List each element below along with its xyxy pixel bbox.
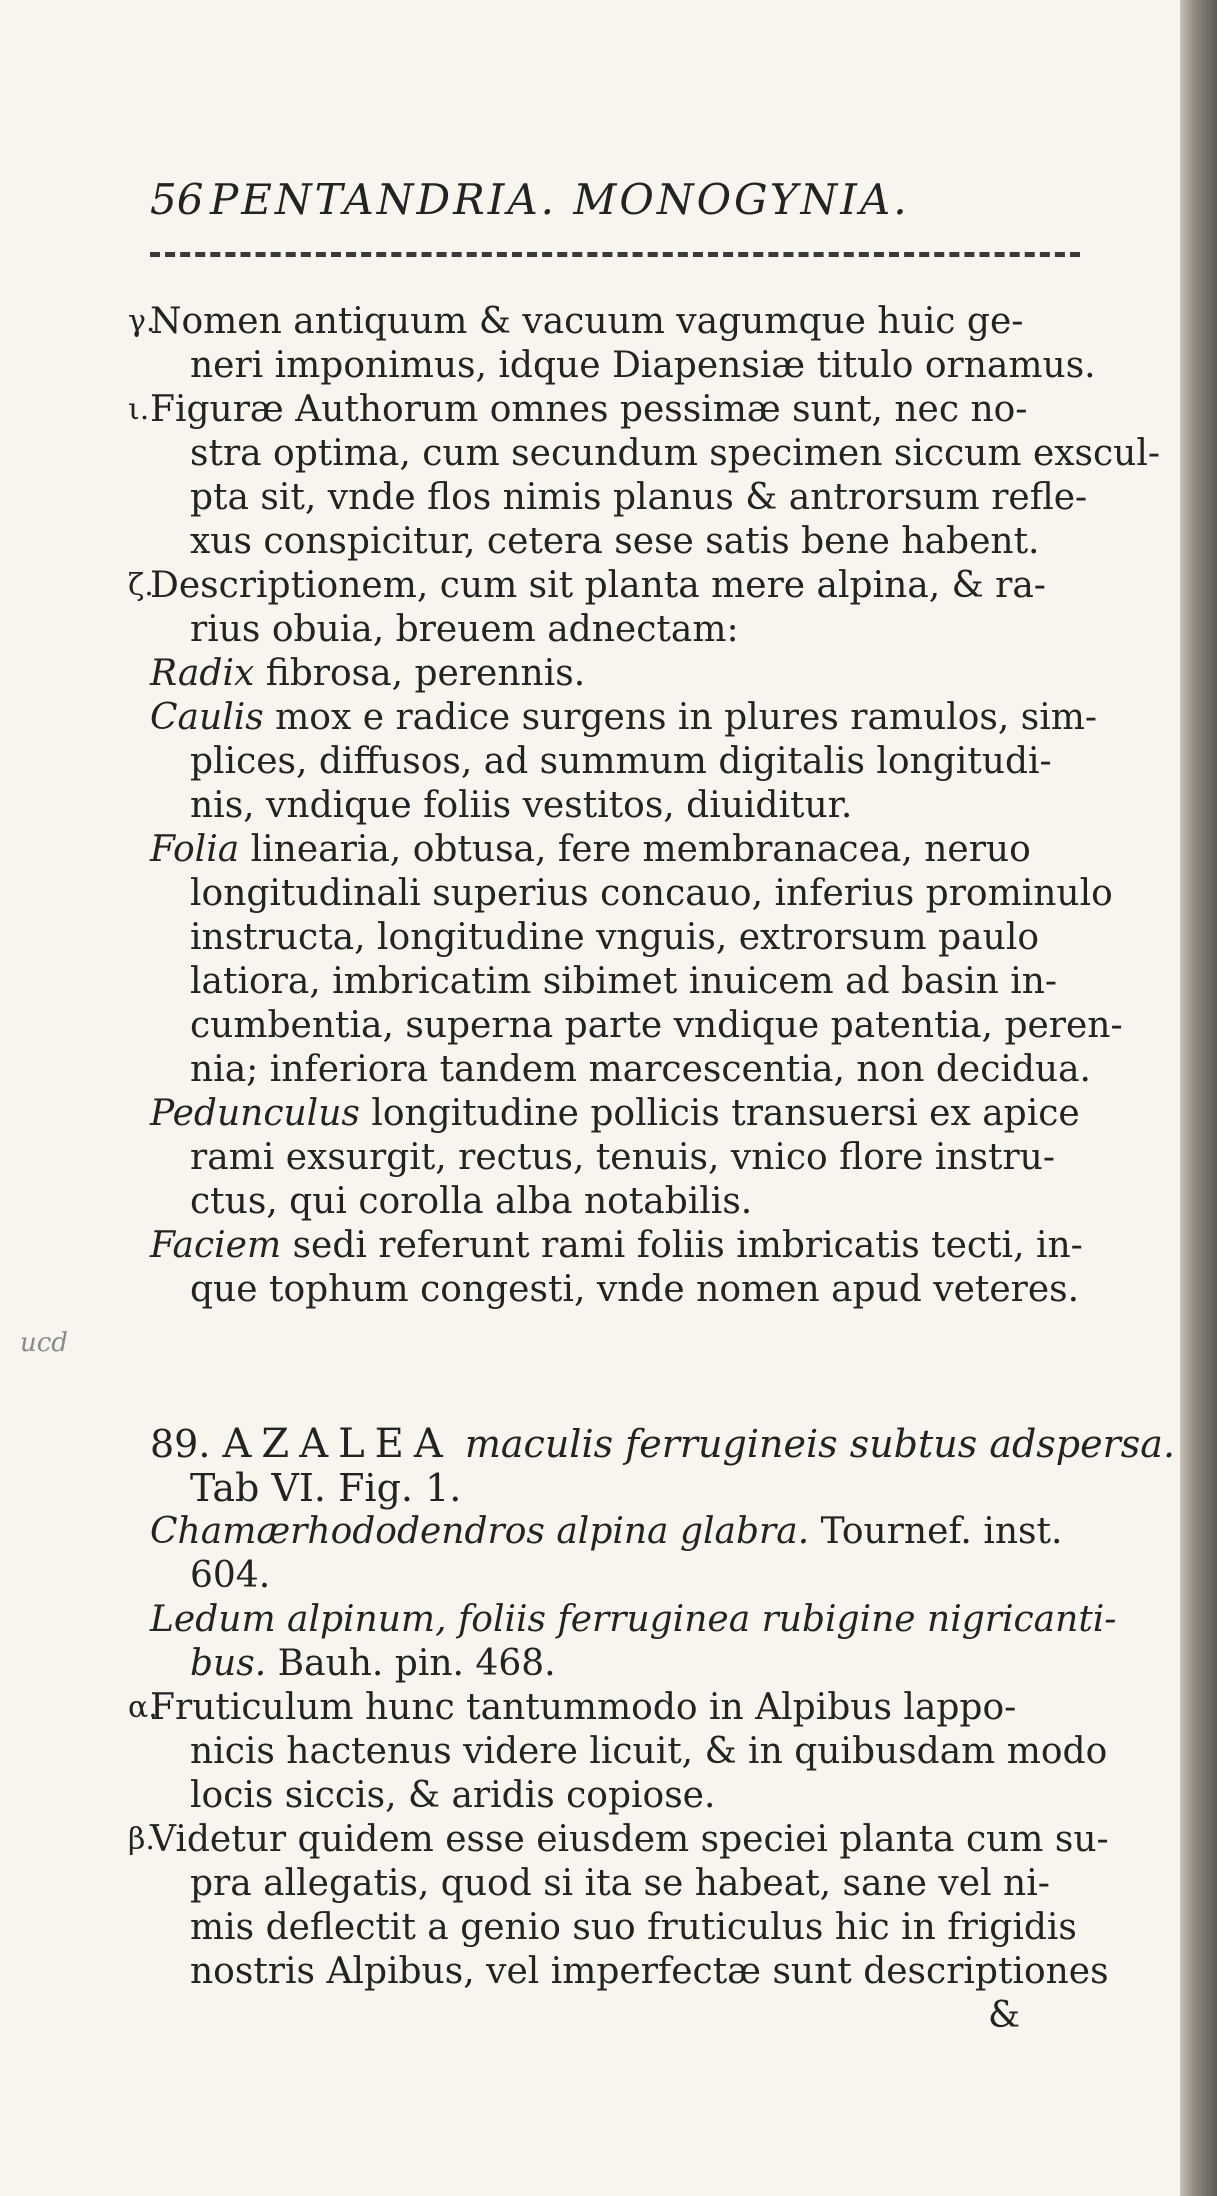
species-number: 89.	[150, 1422, 211, 1466]
catchword-row	[150, 1994, 1080, 2038]
note-marker: α.	[128, 1690, 158, 1725]
page-header	[150, 175, 1070, 235]
species-genus: AZALEA	[222, 1421, 453, 1467]
page-body	[128, 300, 1176, 2038]
note-gamma: γ. Nomen antiquum & vacuum vagumque huic ge- neri imponimus, idque Diapensiæ titulo ornamus.	[128, 301, 1096, 386]
running-head: PENTANDRIA. MONOGYNIA.	[210, 175, 910, 224]
note-beta: β. Videtur quidem esse eiusdem speciei planta cum su- pra allegatis, quod si ita se habeat, sane vel ni- mis deflectit a genio suo fruticulus hic in frigidis nostris Alpibus, vel imperfectæ sunt descriptiones	[128, 1819, 1109, 1992]
header-rule	[150, 252, 1080, 257]
description-faciem: Faciem sedi referunt rami foliis imbricatis tecti, in- que tophum congesti, vnde nomen apud veteres.	[150, 1225, 1083, 1310]
description-folia: Folia linearia, obtusa, fere membranacea, neruo longitudinali superius concauo, inferius prominulo instructa, longitudine vnguis, extrorsum paulo latiora, imbricatim sibimet inuicem ad basin in- cumbentia, superna parte vndique patentia, peren- nia; inferiora tandem marcescentia, non decidua.	[150, 829, 1123, 1090]
species-entry	[150, 1421, 1176, 1510]
catchword: &	[987, 1995, 1020, 2036]
description-radix: Radix fibrosa, perennis.	[150, 653, 586, 694]
description-caulis: Caulis mox e radice surgens in plures ramulos, sim- plices, diffusos, ad summum digitalis longitudi- nis, vndique foliis vestitos, diuiditur.	[150, 697, 1098, 826]
species-plate: Tab VI. Fig. 1.	[190, 1466, 462, 1510]
margin-annotation: ucd	[20, 1328, 68, 1358]
synonym-1: Chamærhododendros alpina glabra. Tournef. inst. 604.	[150, 1511, 1063, 1596]
note-marker: ζ.	[128, 568, 154, 603]
species-diagnosis: maculis ferrugineis subtus adspersa.	[464, 1422, 1176, 1466]
note-marker: β.	[128, 1822, 155, 1857]
note-iota: ι. Figuræ Authorum omnes pessimæ sunt, nec no- stra optima, cum secundum specimen siccum exscul- pta sit, vnde flos nimis planus & antrorsum refle- xus conspicitur, cetera sese satis bene habent.	[128, 389, 1161, 562]
note-alpha: α. Fruticulum hunc tantummodo in Alpibus lappo- nicis hactenus videre licuit, & in quibusdam modo locis siccis, & aridis copiose.	[128, 1687, 1108, 1816]
synonym-2: Ledum alpinum, foliis ferruginea rubigine nigricanti- bus. Bauh. pin. 468.	[150, 1599, 1117, 1684]
note-zeta: ζ. Descriptionem, cum sit planta mere alpina, & ra- rius obuia, breuem adnectam:	[128, 565, 1046, 650]
book-binding-edge	[1180, 0, 1217, 2196]
note-marker: ι.	[128, 392, 150, 427]
description-pedunculus: Pedunculus longitudine pollicis transuersi ex apice rami exsurgit, rectus, tenuis, vnico flore instru- ctus, qui corolla alba notabilis.	[150, 1093, 1080, 1222]
page-number: 56	[150, 175, 204, 224]
note-marker: γ.	[128, 304, 156, 339]
